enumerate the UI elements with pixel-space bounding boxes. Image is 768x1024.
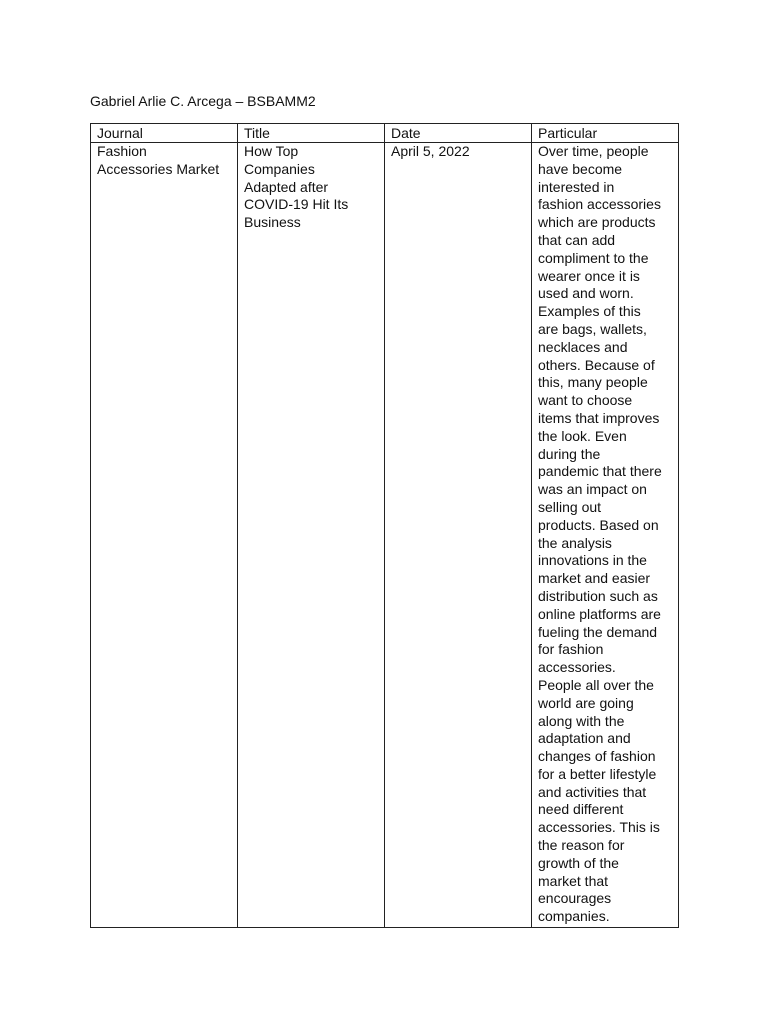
cell-particular [532,143,679,928]
particular-text: Over time, people have become interested in fashion accessories which are products that can add compliment to the wearer once it is used and worn. Examples of this are bags, wallets, necklaces and others. Because of this, many people want to choose items that improves the look. Even during the pandemic that there was an impact on selling out products. Based on the analysis innovations in the market and easier distribution such as online platforms are fueling the demand for fashion accessories. People all over the world are going along with the adaptation and changes of fashion for a better lifestyle and activities that need different accessories. This is the reason for growth of the market that encourages companies. [538,143,662,925]
title-text: How Top Companies Adapted after COVID-19 Hit Its Business [244,143,349,231]
column-header-journal: Journal [91,124,238,143]
cell-journal [91,143,238,928]
column-header-date: Date [385,124,532,143]
cell-title [238,143,385,928]
journal-table [90,123,679,928]
author-heading: Gabriel Arlie C. Arcega – BSBAMM2 [90,93,316,109]
date-text: April 5, 2022 [391,143,470,159]
column-header-title: Title [238,124,385,143]
cell-date [385,143,532,928]
table-row [91,143,679,928]
journal-text: Fashion Accessories Market [97,143,220,177]
table-header-row [91,124,679,143]
column-header-particular: Particular [532,124,679,143]
